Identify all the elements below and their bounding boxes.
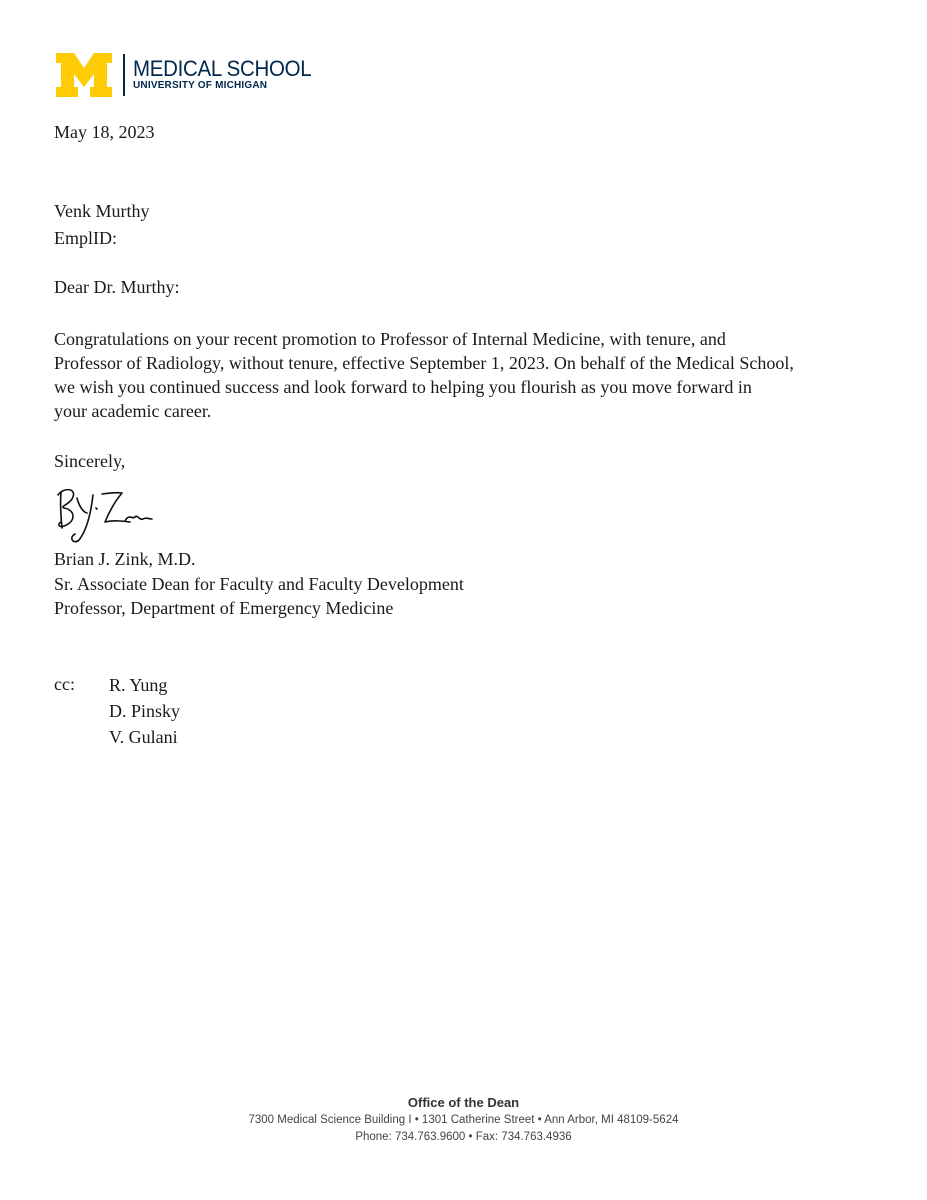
body-line: Professor of Radiology, without tenure, effective September 1, 2023. On behalf of the Medical School, — [54, 353, 794, 373]
letter-date: May 18, 2023 — [54, 122, 155, 142]
salutation: Dear Dr. Murthy: — [54, 277, 180, 297]
recipient-emplid: EmplID: — [54, 228, 117, 248]
letterhead-logo — [54, 52, 325, 98]
cc-label: cc: — [54, 674, 75, 694]
footer-office: Office of the Dean — [407, 1095, 520, 1110]
cc-name: R. Yung — [109, 675, 168, 695]
letter-footer — [0, 1094, 927, 1146]
recipient-name: Venk Murthy — [54, 201, 150, 221]
body-line: Congratulations on your recent promotion to Professor of Internal Medicine, with tenure, and — [54, 329, 726, 349]
footer-phone: Phone: 734.763.9600 • Fax: 734.763.4936 — [355, 1131, 572, 1143]
cc-name: D. Pinsky — [109, 701, 181, 721]
body-line: we wish you continued success and look forward to helping you flourish as you move forward in — [54, 377, 752, 397]
block-m-icon — [54, 53, 114, 97]
logo-text — [133, 58, 325, 92]
cc-name: V. Gulani — [109, 727, 178, 747]
signer-title: Sr. Associate Dean for Faculty and Faculty Development — [54, 574, 464, 594]
cc-list — [109, 672, 180, 750]
footer-address: 7300 Medical Science Building I • 1301 Catherine Street • Ann Arbor, MI 48109-5624 — [248, 1114, 679, 1126]
letter-body — [54, 327, 874, 423]
signer-name: Brian J. Zink, M.D. — [54, 549, 196, 569]
closing: Sincerely, — [54, 451, 126, 471]
logo-university-name: UNIVERSITY OF MICHIGAN — [133, 80, 268, 91]
signer-department: Professor, Department of Emergency Medicine — [54, 598, 394, 618]
handwritten-signature — [52, 482, 156, 548]
logo-divider — [123, 54, 125, 96]
logo-school-name: MEDICAL SCHOOL — [133, 56, 312, 81]
body-line: your academic career. — [54, 401, 212, 421]
